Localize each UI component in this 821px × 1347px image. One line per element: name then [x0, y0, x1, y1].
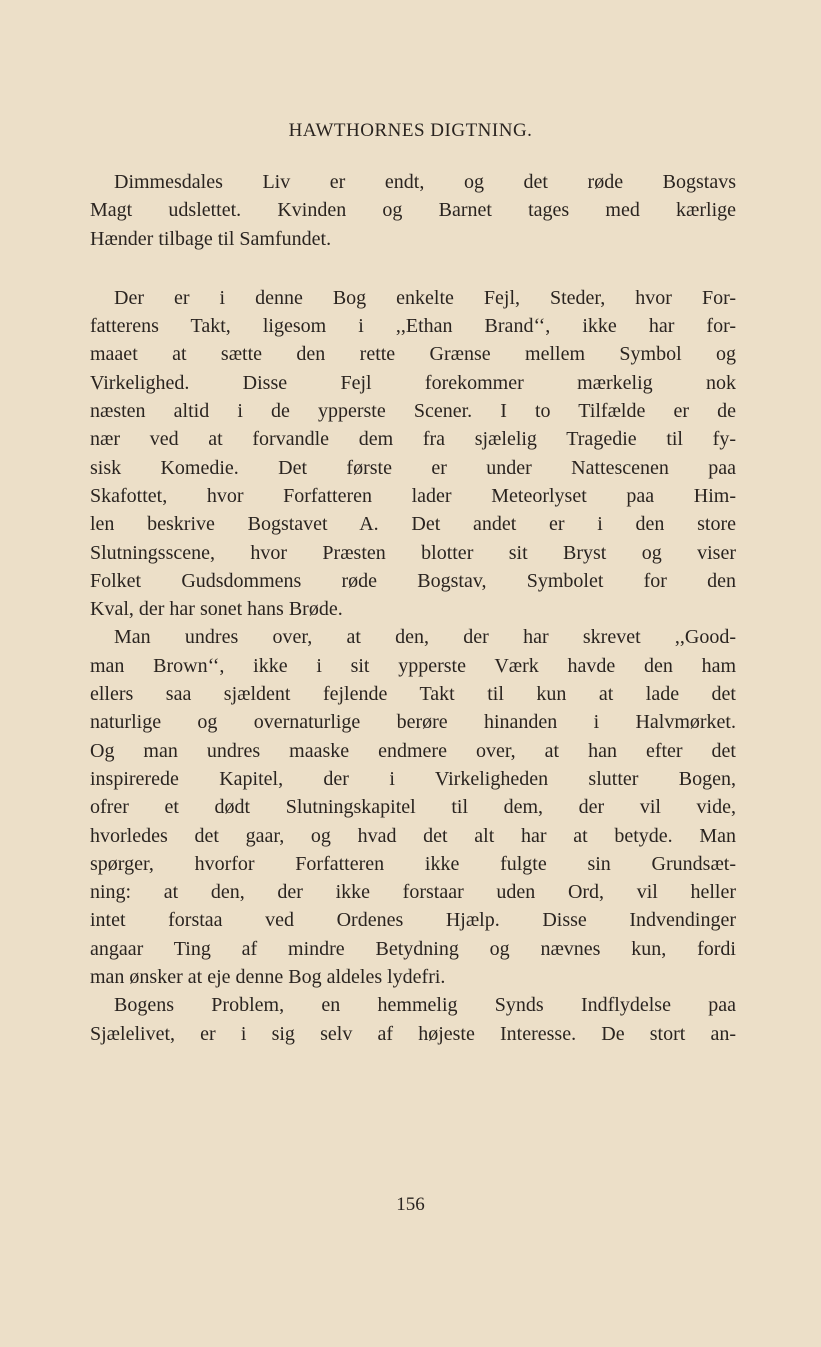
text-line: ofrer et dødt Slutningskapitel til dem, der vil vide, — [90, 796, 736, 819]
text-line: Skafottet, hvor Forfatteren lader Meteorlyset paa Him- — [90, 484, 736, 507]
running-header: HAWTHORNES DIGTNING. — [288, 120, 533, 141]
paragraph-2 — [90, 284, 736, 624]
text-line: inspirerede Kapitel, der i Virkeligheden slutter Bogen, — [90, 767, 736, 790]
text-line: fatterens Takt, ligesom i ,,Ethan Brand‘‘, ikke har for- — [90, 315, 736, 338]
text-line: nær ved at forvandle dem fra sjælelig Tragedie til fy- — [90, 428, 736, 451]
text-line: næsten altid i de ypperste Scener. I to Tilfælde er de — [90, 400, 736, 423]
text-line: man ønsker at eje denne Bog aldeles lydefri. — [90, 966, 446, 989]
text-line: intet forstaa ved Ordenes Hjælp. Disse Indvendinger — [90, 909, 736, 932]
text-line: angaar Ting af mindre Betydning og nævnes kun, fordi — [90, 937, 736, 960]
text-line: spørger, hvorfor Forfatteren ikke fulgte sin Grundsæt- — [90, 852, 736, 875]
body-text — [90, 168, 736, 1048]
text-line: Bogens Problem, en hemmelig Synds Indflydelse paa — [114, 994, 736, 1017]
paragraph-gap — [90, 253, 736, 284]
text-line: ellers saa sjældent fejlende Takt til kun at lade det — [90, 683, 736, 706]
text-line: naturlige og overnaturlige berøre hinanden i Halvmørket. — [90, 711, 736, 734]
paragraph-4 — [90, 991, 736, 1048]
text-line: Sjælelivet, er i sig selv af højeste Interesse. De stort an- — [90, 1022, 736, 1045]
text-line: len beskrive Bogstavet A. Det andet er i den store — [90, 513, 736, 536]
text-line: Der er i denne Bog enkelte Fejl, Steder, hvor For- — [114, 286, 736, 309]
text-line: Virkelighed. Disse Fejl forekommer mærkelig nok — [90, 371, 736, 394]
text-line: hvorledes det gaar, og hvad det alt har at betyde. Man — [90, 824, 736, 847]
text-line: man Brown‘‘, ikke i sit ypperste Værk havde den ham — [90, 654, 736, 677]
text-line: Og man undres maaske endmere over, at han efter det — [90, 739, 736, 762]
text-line: Man undres over, at den, der har skrevet ,,Good- — [114, 626, 736, 649]
text-line: Dimmesdales Liv er endt, og det røde Bogstavs — [114, 171, 736, 193]
paragraph-1 — [90, 168, 736, 253]
text-line: maaet at sætte den rette Grænse mellem Symbol og — [90, 343, 736, 366]
text-line: Kval, der har sonet hans Brøde. — [90, 598, 343, 621]
text-line: Slutningsscene, hvor Præsten blotter sit Bryst og viser — [90, 541, 736, 564]
text-line: Magt udslettet. Kvinden og Barnet tages med kærlige — [90, 199, 736, 222]
text-line: Hænder tilbage til Samfundet. — [90, 227, 332, 250]
text-line: ning: at den, der ikke forstaar uden Ord, vil heller — [90, 881, 736, 904]
page-number: 156 — [396, 1194, 425, 1215]
paragraph-3 — [90, 623, 736, 991]
text-line: Folket Gudsdommens røde Bogstav, Symbolet for den — [90, 569, 736, 592]
text-line: sisk Komedie. Det første er under Nattescenen paa — [90, 456, 736, 479]
